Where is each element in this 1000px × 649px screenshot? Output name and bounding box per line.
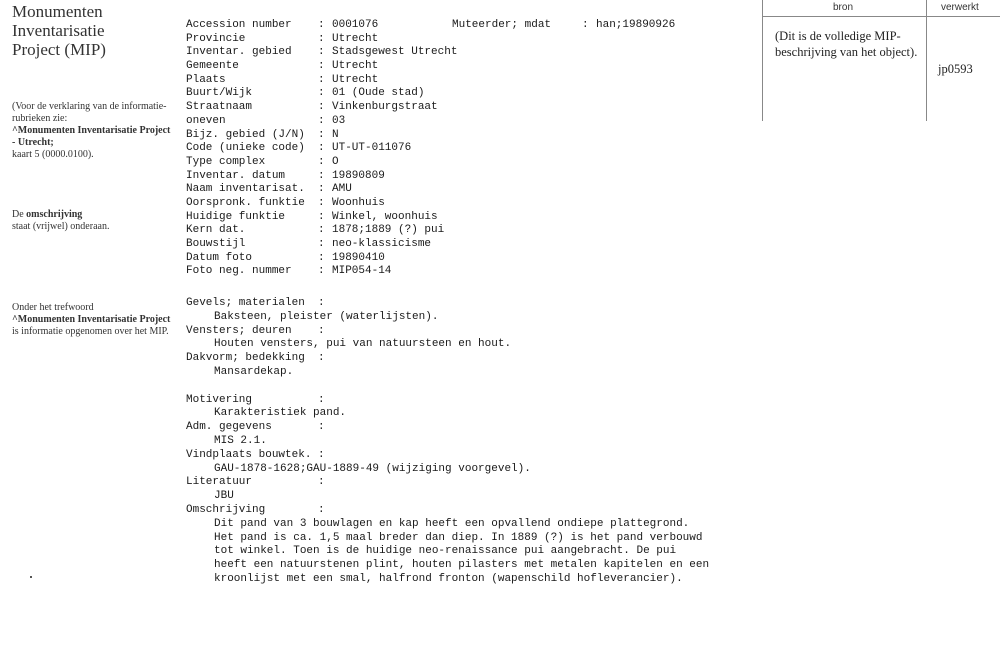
section-line: tot winkel. Toen is de huidige neo-renaissance pui aangebracht. De pui	[214, 545, 677, 558]
field-value: AMU	[332, 183, 352, 196]
field-separator: :	[318, 32, 325, 45]
field-value: 03	[332, 114, 346, 127]
section-line: Dit pand van 3 bouwlagen en kap heeft een opvallend ondiepe plattegrond.	[214, 517, 690, 530]
field-value: Utrecht	[332, 73, 379, 86]
field-row	[186, 238, 457, 252]
note-text: kaart 5 (0000.0100).	[12, 149, 94, 160]
note-bold: omschrijving	[26, 209, 83, 220]
field-label: Naam inventarisat.	[186, 183, 305, 196]
field-label: Type complex	[186, 155, 266, 168]
field-label: Inventar. gebied	[186, 46, 292, 59]
field-separator: :	[318, 224, 325, 237]
section-label: Vensters; deuren	[186, 324, 292, 337]
mutator-sep: :	[582, 19, 589, 31]
field-value: 19890809	[332, 169, 385, 182]
column-divider	[926, 0, 927, 121]
field-label: Buurt/Wijk	[186, 87, 253, 100]
field-separator: :	[318, 46, 325, 59]
field-row	[186, 115, 457, 129]
section-separator: :	[318, 324, 325, 337]
field-label: Provincie	[186, 32, 246, 45]
field-separator: :	[318, 183, 325, 196]
field-separator: :	[318, 210, 325, 223]
section-heading	[186, 352, 766, 366]
field-row	[186, 183, 457, 197]
section-label: Vindplaats bouwtek.	[186, 448, 312, 461]
section-label: Gevels; materialen	[186, 297, 305, 309]
field-separator: :	[318, 128, 325, 141]
field-value: 19890410	[332, 251, 385, 264]
field-row	[186, 46, 457, 60]
section-heading	[186, 504, 766, 518]
field-label: Oorspronk. funktie	[186, 196, 305, 209]
field-value: neo-klassicisme	[332, 238, 432, 250]
field-row	[186, 60, 457, 74]
field-row	[186, 129, 457, 143]
field-label: Huidige funktie	[186, 210, 286, 223]
section-line: Karakteristiek pand.	[214, 407, 347, 420]
section-label: Omschrijving	[186, 503, 266, 516]
field-row	[186, 265, 457, 279]
field-value: Woonhuis	[332, 196, 385, 209]
field-label: Inventar. datum	[186, 169, 286, 182]
section-heading	[186, 476, 766, 490]
field-label: Accession number	[186, 19, 292, 31]
section-label: Adm. gegevens	[186, 421, 272, 434]
keyword-note	[12, 302, 172, 338]
section-separator: :	[318, 421, 325, 434]
section-separator: :	[318, 448, 325, 461]
field-row	[186, 170, 457, 184]
source-header	[763, 0, 1000, 17]
field-label: Kern dat.	[186, 224, 246, 237]
section-label: Literatuur	[186, 476, 253, 489]
section-separator: :	[318, 352, 325, 365]
field-row	[186, 33, 457, 47]
note-text: De	[12, 209, 24, 220]
source-box	[762, 0, 1000, 121]
field-separator: :	[318, 114, 325, 127]
section-separator: :	[318, 476, 325, 489]
field-value: UT-UT-011076	[332, 142, 412, 155]
title-line: Monumenten	[12, 2, 103, 21]
field-value: Vinkenburgstraat	[332, 101, 438, 114]
field-separator: :	[318, 142, 325, 155]
field-label: Bouwstijl	[186, 238, 246, 250]
field-label: Datum foto	[186, 251, 253, 264]
field-value: 01 (Oude stad)	[332, 87, 425, 100]
scan-speck	[30, 576, 32, 578]
field-row	[186, 252, 457, 266]
section-heading	[186, 449, 766, 463]
field-row	[186, 156, 457, 170]
field-value: MIP054-14	[332, 265, 392, 278]
mutator-field	[452, 19, 675, 33]
description-note	[12, 209, 172, 233]
field-separator: :	[318, 265, 325, 278]
field-separator: :	[318, 101, 325, 114]
verwerkt-column-label: verwerkt	[941, 2, 979, 13]
field-label: Bijz. gebied (J/N)	[186, 128, 305, 141]
title-line: Project (MIP)	[12, 40, 106, 59]
field-label: Code (unieke code)	[186, 142, 305, 155]
field-value: N	[332, 128, 339, 141]
field-row	[186, 74, 457, 88]
field-value: O	[332, 155, 339, 168]
field-separator: :	[318, 87, 325, 100]
field-value: Winkel, woonhuis	[332, 210, 438, 223]
section-separator: :	[318, 503, 325, 516]
note-bold: ^Monumenten Inventarisatie Project	[12, 314, 171, 325]
field-label: Plaats	[186, 73, 226, 86]
field-separator: :	[318, 60, 325, 73]
field-separator: :	[318, 73, 325, 86]
field-row	[186, 197, 457, 211]
note-text: staat (vrijwel) onderaan.	[12, 221, 110, 232]
field-label: Foto neg. nummer	[186, 265, 292, 278]
section-line: heeft een natuurstenen plint, houten pilasters met metalen kapitelen en een	[214, 559, 710, 572]
section-separator: :	[318, 297, 325, 309]
mutator-value: han;19890926	[596, 19, 676, 31]
field-separator: :	[318, 19, 325, 31]
record-fields	[186, 19, 457, 279]
mutator-label: Muteerder; mdat	[452, 19, 552, 31]
section-line: Baksteen, pleister (waterlijsten).	[214, 310, 439, 323]
field-separator: :	[318, 251, 325, 264]
section-heading	[186, 421, 766, 435]
field-separator: :	[318, 238, 325, 250]
field-label: Gemeente	[186, 60, 239, 73]
note-text: Onder het trefwoord	[12, 302, 94, 313]
source-reference: jp0593	[938, 62, 973, 76]
field-row	[186, 19, 457, 33]
field-separator: :	[318, 196, 325, 209]
source-text: (Dit is de volledige MIP-beschrijving van het object).	[775, 29, 918, 59]
field-separator: :	[318, 155, 325, 168]
field-row	[186, 142, 457, 156]
section-heading	[186, 297, 766, 311]
field-row	[186, 211, 457, 225]
document-title	[12, 2, 162, 59]
field-label: oneven	[186, 114, 226, 127]
note-text: is informatie opgenomen over het MIP.	[12, 326, 169, 337]
field-value: 0001076	[332, 19, 379, 31]
section-line: Houten vensters, pui van natuursteen en hout.	[214, 338, 512, 351]
note-text: (Voor de verklaring van de informatie-rubrieken zie:	[12, 101, 167, 124]
field-value: 1878;1889 (?) pui	[332, 224, 445, 237]
field-value: Stadsgewest Utrecht	[332, 46, 458, 59]
record-sections	[186, 297, 766, 587]
title-line: Inventarisatie	[12, 21, 105, 40]
section-label: Motivering	[186, 393, 253, 406]
field-value: Utrecht	[332, 32, 379, 45]
field-row	[186, 87, 457, 101]
note-bold: ^Monumenten Inventarisatie Project - Utrecht;	[12, 125, 171, 148]
field-row	[186, 224, 457, 238]
field-value: Utrecht	[332, 60, 379, 73]
section-gap	[186, 380, 766, 394]
section-line: GAU-1878-1628;GAU-1889-49 (wijziging voorgevel).	[214, 462, 531, 475]
section-heading	[186, 325, 766, 339]
bron-column-label: bron	[833, 2, 854, 13]
section-line: Het pand is ca. 1,5 maal breder dan diep. In 1889 (?) is het pand verbouwd	[214, 531, 703, 544]
field-separator: :	[318, 169, 325, 182]
section-heading	[186, 394, 766, 408]
section-line: Mansardekap.	[214, 365, 294, 378]
field-row	[186, 101, 457, 115]
legend-note	[12, 101, 172, 161]
section-line: kroonlijst met een smal, halfrond fronton (wapenschild hofleverancier).	[214, 572, 683, 585]
section-line: JBU	[214, 490, 234, 503]
section-label: Dakvorm; bedekking	[186, 352, 305, 365]
field-label: Straatnaam	[186, 101, 253, 114]
section-line: MIS 2.1.	[214, 434, 267, 447]
section-separator: :	[318, 393, 325, 406]
